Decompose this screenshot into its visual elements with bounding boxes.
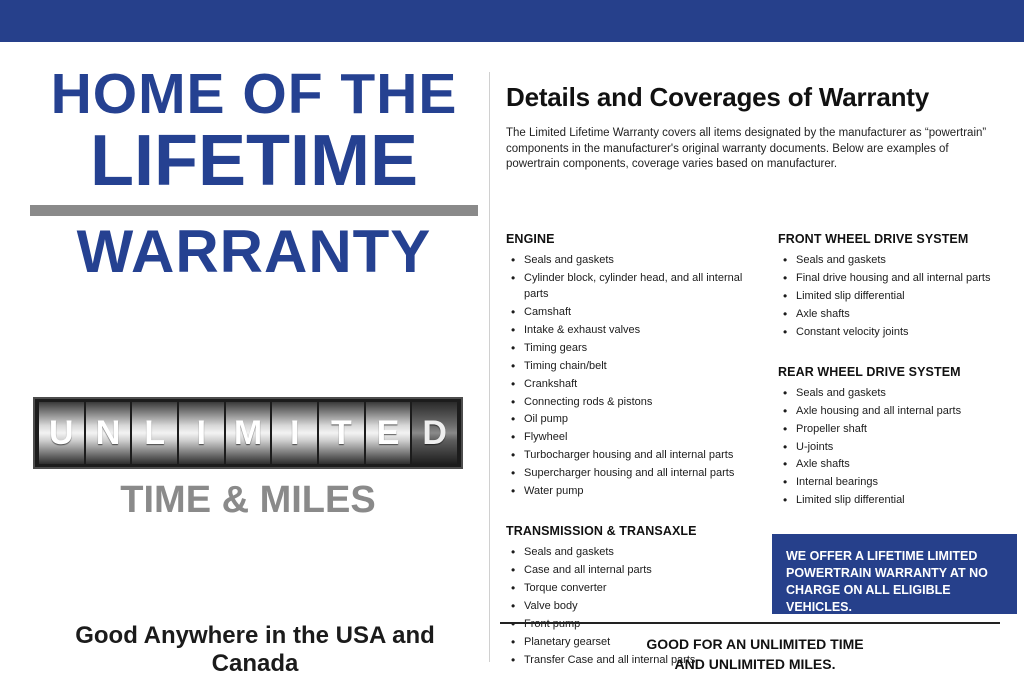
odometer-digit: I (272, 402, 317, 464)
odometer-graphic (33, 397, 463, 469)
coverage-list-item: • Seals and gaskets (778, 253, 1023, 269)
coverage-list (506, 253, 756, 500)
coverage-list-item: • Intake & exhaust valves (506, 323, 756, 339)
odometer-digit: T (319, 402, 364, 464)
coverage-list-item: • Axle housing and all internal parts (778, 404, 1023, 420)
coverage-list-item: • U-joints (778, 440, 1023, 456)
section-spacer (778, 343, 1023, 365)
headline-divider (30, 205, 478, 216)
coverage-list (778, 253, 1023, 341)
odometer-digit: M (226, 402, 271, 464)
top-banner-bar (0, 0, 1024, 42)
coverage-list-item: • Crankshaft (506, 377, 756, 393)
left-panel (0, 42, 500, 681)
coverage-list-item: • Internal bearings (778, 475, 1023, 491)
right-panel (500, 42, 1024, 681)
coverage-list-item: • Seals and gaskets (778, 386, 1023, 402)
coverage-list-item: • Limited slip differential (778, 289, 1023, 305)
coverage-list-item: • Axle shafts (778, 457, 1023, 473)
coverage-list-item: • Valve body (506, 599, 756, 615)
odometer-digit: I (179, 402, 224, 464)
headline-line-3: WARRANTY (76, 218, 432, 285)
coverage-list-item: • Torque converter (506, 581, 756, 597)
coverage-list (778, 386, 1023, 510)
coverage-list-item: • Flywheel (506, 430, 756, 446)
footer-rule (500, 622, 1000, 624)
left-footer-text: Good Anywhere in the USA and Canada (75, 622, 435, 677)
coverage-list-item: • Cylinder block, cylinder head, and all internal parts (506, 271, 756, 303)
coverage-list-item: • Water pump (506, 484, 756, 500)
odometer-digit: D (412, 402, 457, 464)
details-title: Details and Coverages of Warranty (506, 82, 930, 112)
right-footer-line-2: AND UNLIMITED MILES. (674, 656, 836, 673)
headline-line-1: HOME OF THE (50, 62, 458, 126)
coverage-list-item: • Axle shafts (778, 307, 1023, 323)
headline-line-2: LIFETIME (90, 121, 418, 201)
coverage-list-item (506, 617, 756, 633)
coverage-list-item: • Propeller shaft (778, 422, 1023, 438)
coverage-list-item: • Constant velocity joints (778, 325, 1023, 341)
coverage-list-item: • Camshaft (506, 305, 756, 321)
coverage-list-item: • Connecting rods & pistons (506, 395, 756, 411)
coverage-list-item: • Final drive housing and all internal parts (778, 271, 1023, 287)
coverage-column-left (506, 232, 756, 671)
odometer-digit: L (132, 402, 177, 464)
coverage-list-item: • Timing chain/belt (506, 359, 756, 375)
coverage-list-item: • Seals and gaskets (506, 253, 756, 269)
coverage-list-item: • Limited slip differential (778, 493, 1023, 509)
section-title: TRANSMISSION & TRANSAXLE (506, 524, 697, 539)
odometer-caption: TIME & MILES (120, 479, 376, 521)
coverage-list-item: • Transfer Case and all internal parts (506, 653, 756, 669)
section-title: FRONT WHEEL DRIVE SYSTEM (778, 232, 969, 246)
coverage-list-item: • Timing gears (506, 341, 756, 357)
right-footer-line-1: GOOD FOR AN UNLIMITED TIME (646, 636, 864, 652)
flyer-content (0, 42, 1024, 681)
details-intro: The Limited Lifetime Warranty covers all items designated by the manufacturer as “powertrain” components in the manufacturer's original warranty documents. Below are examples of powertrain components, coverage varies based on manufacturer. (506, 127, 987, 171)
section-spacer (506, 502, 756, 524)
coverage-list-item: • Turbocharger housing and all internal parts (506, 448, 756, 464)
section-title: ENGINE (506, 232, 555, 246)
headline-block (30, 62, 478, 285)
odometer-digit: E (366, 402, 411, 464)
odometer-digit: N (86, 402, 131, 464)
coverage-column-right (778, 232, 1023, 511)
section-title: REAR WHEEL DRIVE SYSTEM (778, 364, 961, 379)
coverage-list-item: • Seals and gaskets (506, 545, 756, 561)
coverage-list-item: • Case and all internal parts (506, 563, 756, 579)
right-footer-text (500, 634, 1010, 675)
callout-box: WE OFFER A LIFETIME LIMITED POWERTRAIN WARRANTY AT NO CHARGE ON ALL ELIGIBLE VEHICLES. (772, 534, 1017, 614)
vertical-divider (489, 72, 490, 662)
coverage-list-item: • Oil pump (506, 412, 756, 428)
coverage-list-item: • Planetary gearset (506, 635, 756, 651)
odometer-digit: U (39, 402, 84, 464)
coverage-list-item: • Supercharger housing and all internal parts (506, 466, 756, 482)
